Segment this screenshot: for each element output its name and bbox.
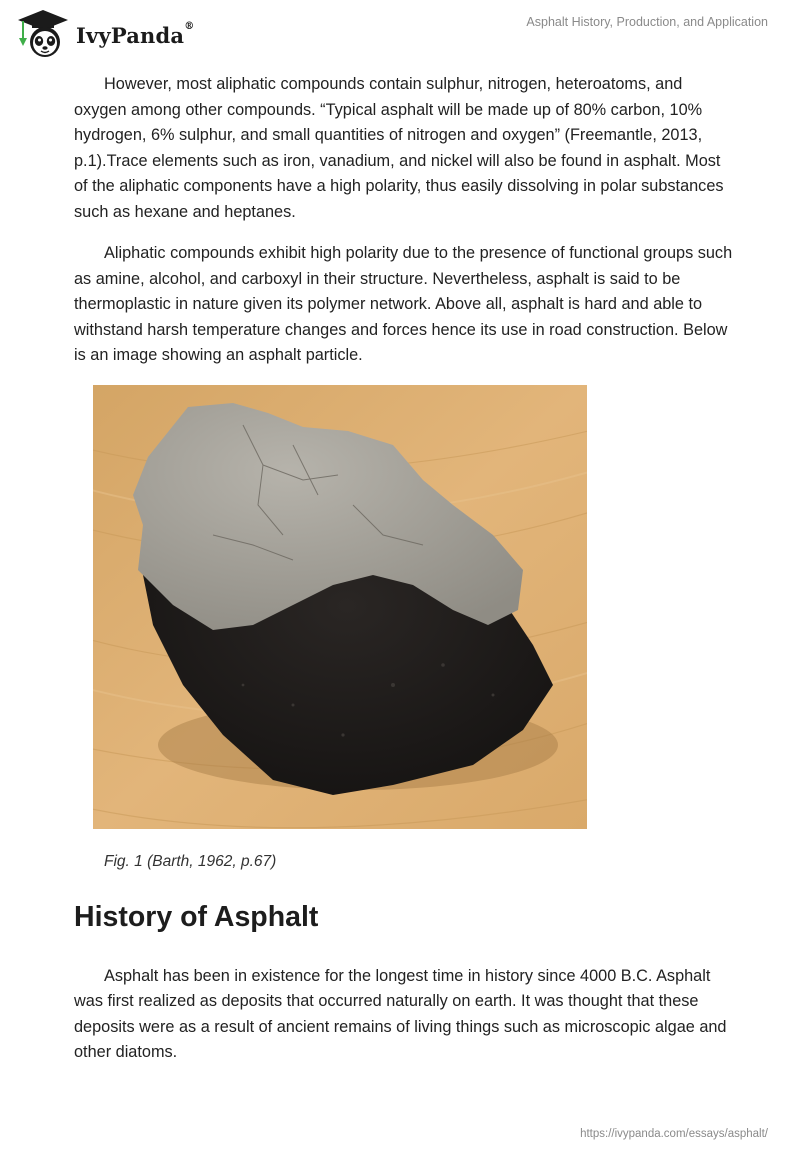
paragraph-composition: However, most aliphatic compounds contain sulphur, nitrogen, heteroatoms, and oxygen among other compounds. “Typical asphalt will be made up of 80% carbon, 10% hydrogen, 6% sulphur, and small quantities of nitrogen and oxygen” (Freemantle, 2013, p.1).Trace elements such as iron, vanadium, and nickel will also be found in asphalt. Most of the aliphatic components have a high polarity, thus easily dissolving in polar substances such as hexane and heptanes. xyxy=(74,75,724,221)
article-body xyxy=(74,72,734,1082)
document-title: Asphalt History, Production, and Application xyxy=(526,15,768,29)
source-url-link[interactable]: https://ivypanda.com/essays/asphalt/ xyxy=(580,1128,768,1140)
page-header xyxy=(0,0,800,70)
panda-graduation-cap-logo-icon xyxy=(14,8,72,60)
section-heading-history: History of Asphalt xyxy=(74,900,319,933)
brand-name: IvyPanda® xyxy=(76,20,195,48)
asphalt-rock-image xyxy=(93,385,587,829)
asphalt-particle-photo xyxy=(93,385,587,829)
figure-caption: Fig. 1 (Barth, 1962, p.67) xyxy=(104,852,277,870)
paragraph-history: Asphalt has been in existence for the longest time in history since 4000 B.C. Asphalt was first realized as deposits that occurred naturally on earth. It was thought that these deposits were as a result of ancient remains of living things such as microscopic algae and other diatoms. xyxy=(74,966,727,1061)
brand-logo[interactable] xyxy=(14,8,194,60)
registered-mark: ® xyxy=(184,20,195,32)
paragraph-polarity: Aliphatic compounds exhibit high polarity due to the presence of functional groups such as amine, alcohol, and carboxyl in their structure. Nevertheless, asphalt is said to be thermoplastic in nature given its polymer network. Above all, asphalt is hard and able to withstand harsh temperature changes and forces hence its use in road construction. Below is an image showing an asphalt particle. xyxy=(74,244,733,364)
